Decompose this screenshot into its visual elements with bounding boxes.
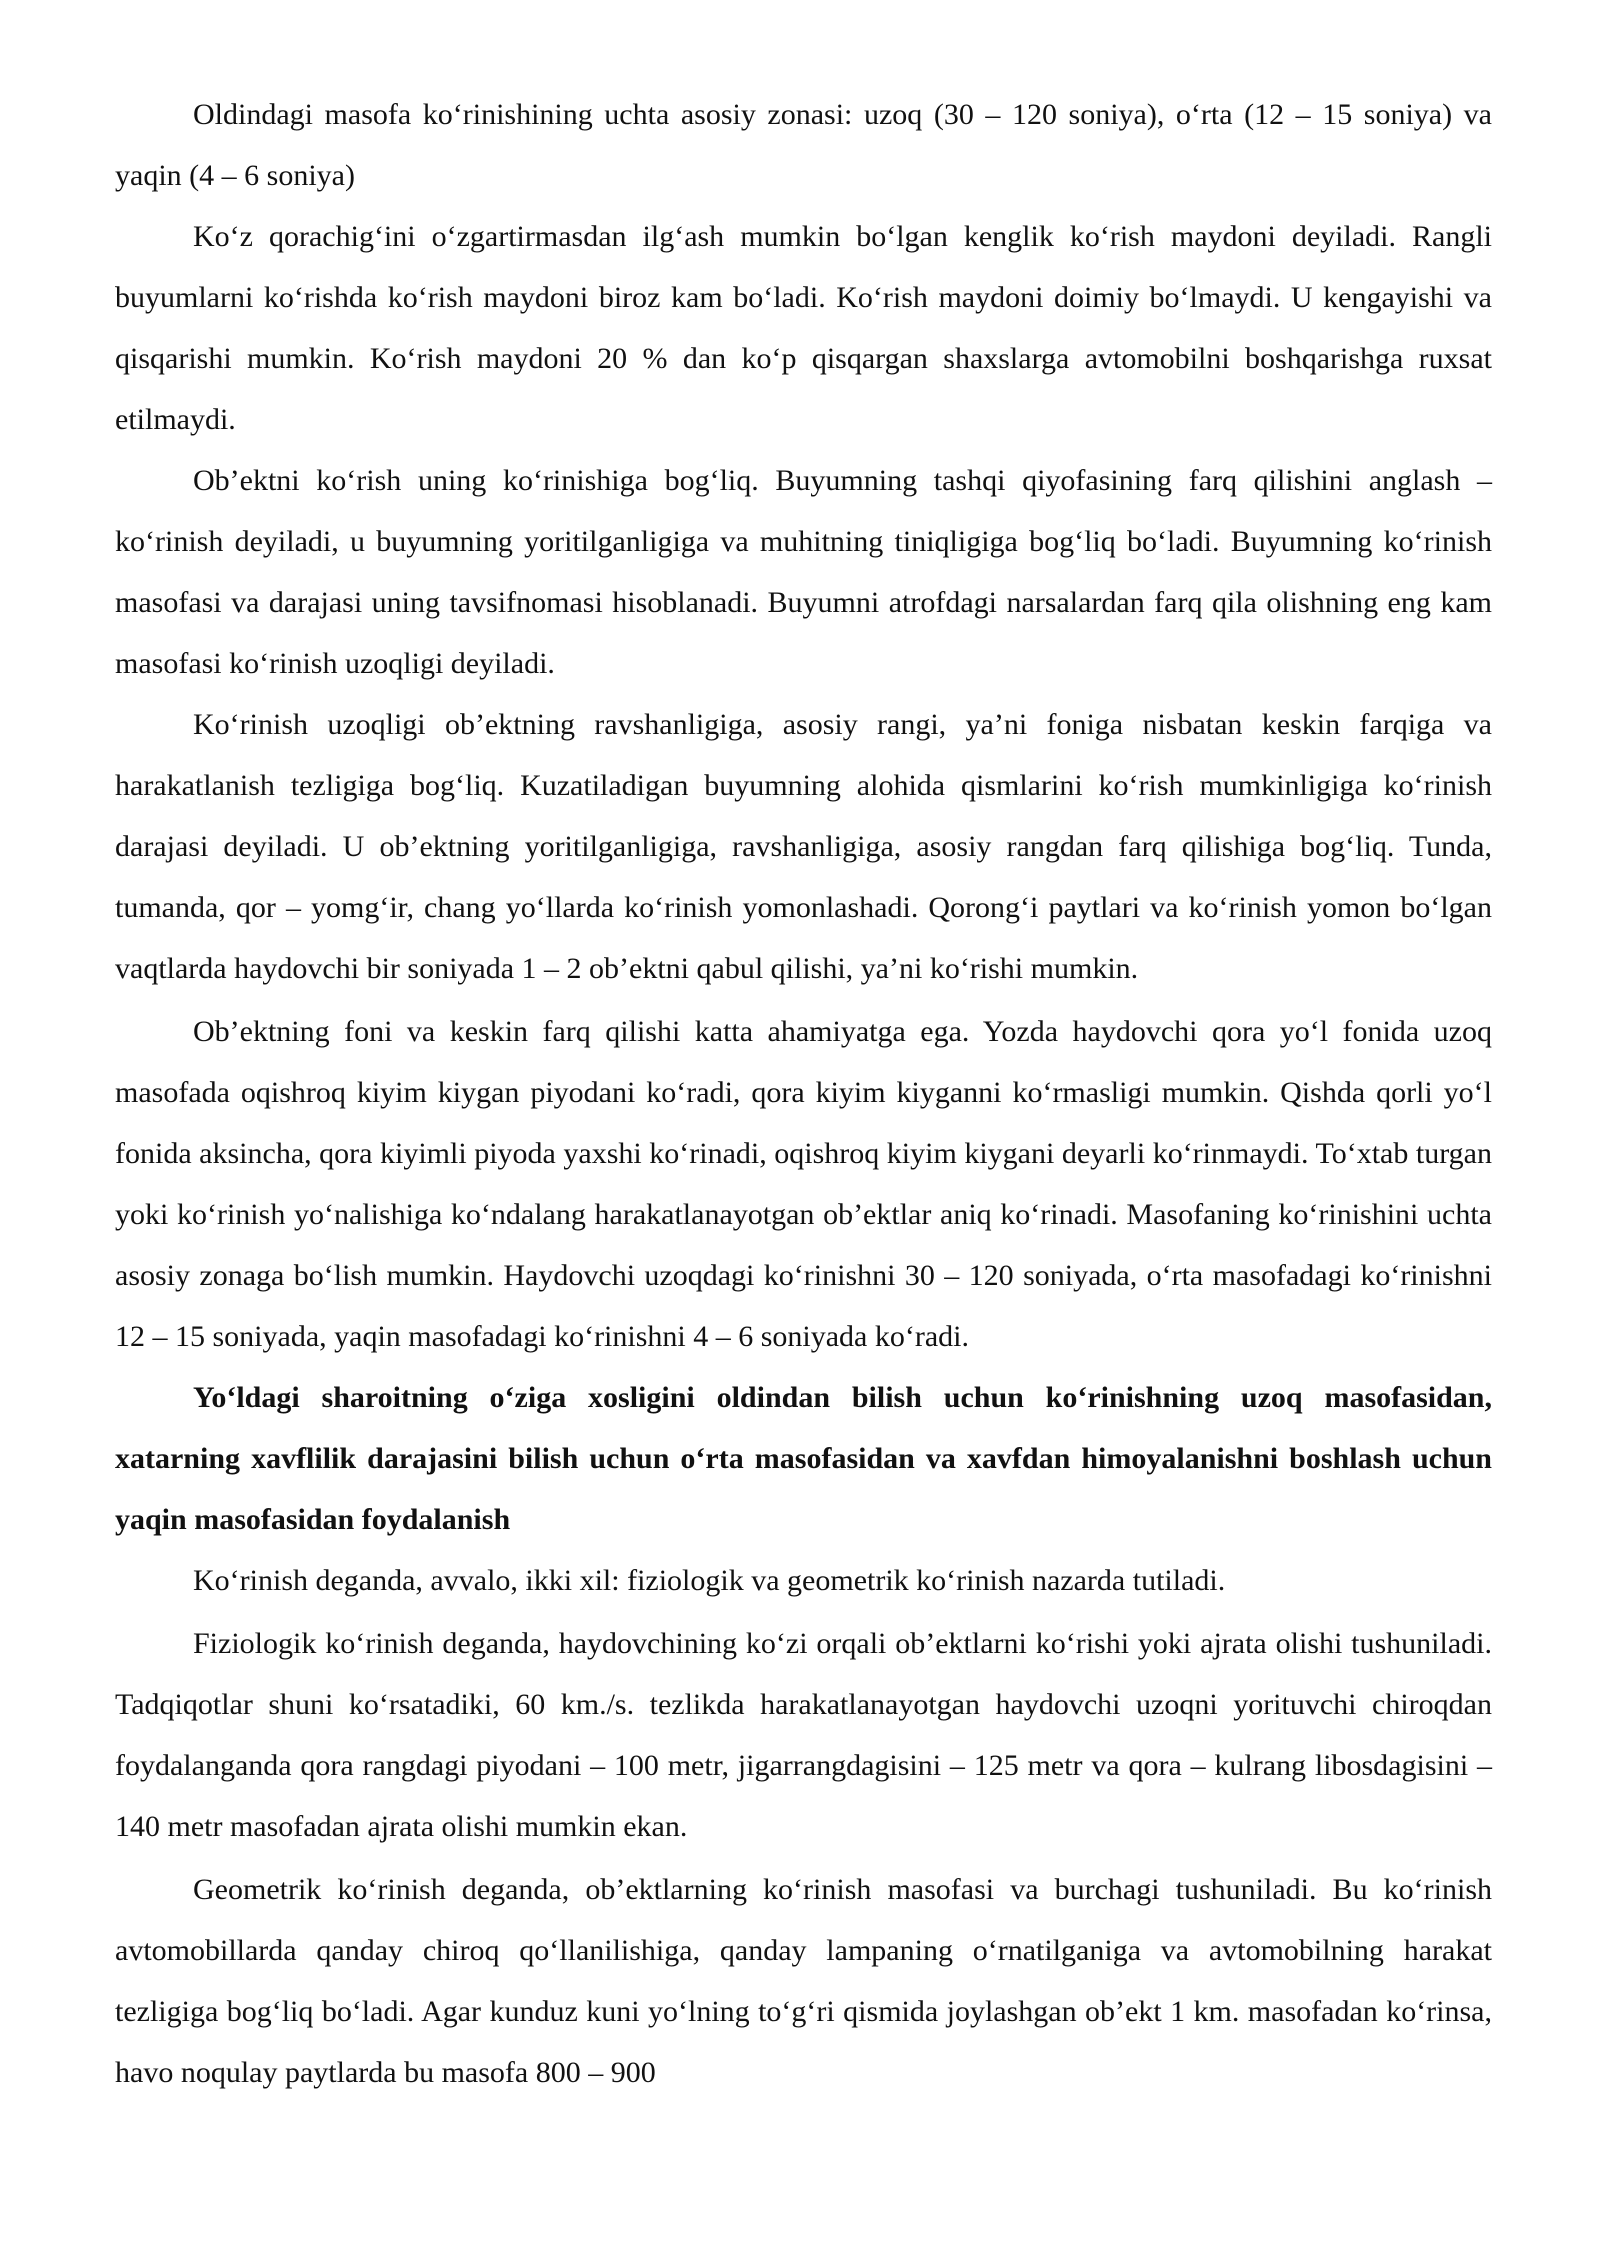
paragraph-physiological-visibility: Fiziologik ko‘rinish deganda, haydovchining ko‘zi orqali ob’ektlarni ko‘rishi yoki ajrata olishi tushuniladi. Tadqiqotlar shuni ko‘rsatadiki, 60 km./s. tezlikda harakatlanayotgan haydovchi uzoqni yorituvchi chiroqdan foydalanganda qora rangdagi piyodani – 100 metr, jigarrangdagisini – 125 metr va qora – kulrang libosdagisini – 140 metr masofadan ajrata olishi mumkin ekan. [115,1627,1492,1843]
paragraph-visibility-types: Ko‘rinish deganda, avvalo, ikki xil: fiziologik va geometrik ko‘rinish nazarda tutiladi. [193,1564,1226,1597]
paragraph-visibility-distance: Ko‘rinish uzoqligi ob’ektning ravshanligiga, asosiy rangi, ya’ni foniga nisbatan keskin farqiga va harakatlanish tezligiga bog‘liq. Kuzatiladigan buyumning alohida qismlarini ko‘rish mumkinligiga ko‘rinish darajasi deyiladi. U ob’ektning yoritilganligiga, ravshanligiga, asosiy rangdan farq qilishiga bog‘liq. Tunda, tumanda, qor – yomg‘ir, chang yo‘llarda ko‘rinish yomonlashadi. Qorong‘i paytlari va ko‘rinish yomon bo‘lgan vaqtlarda haydovchi bir soniyada 1 – 2 ob’ektni qabul qilishi, ya’ni ko‘rishi mumkin. [115,708,1492,985]
paragraph-geometric-visibility: Geometrik ko‘rinish deganda, ob’ektlarning ko‘rinish masofasi va burchagi tushuniladi. Bu ko‘rinish avtomobillarda qanday chiroq qo‘llanilishiga, qanday lampaning o‘rnatilganiga va avtomobilning harakat tezligiga bog‘liq bo‘ladi. Agar kunduz kuni yo‘lning to‘g‘ri qismida joylashgan ob’ekt 1 km. masofadan ko‘rinsa, havo noqulay paytlarda bu masofa 800 – 900 [115,1873,1492,2089]
paragraph-bold-statement: Yo‘ldagi sharoitning o‘ziga xosligini oldindan bilish uchun ko‘rinishning uzoq masofasidan, xatarning xavflilik darajasini bilish uchun o‘rta masofasidan va xavfdan himoyalanishni boshlash uchun yaqin masofasidan foydalanish [115,1381,1492,1536]
document-page [115,84,1492,2103]
paragraph-background-contrast: Ob’ektning foni va keskin farq qilishi katta ahamiyatga ega. Yozda haydovchi qora yo‘l fonida uzoq masofada oqishroq kiyim kiygan piyodani ko‘radi, qora kiyim kiyganni ko‘rmasligi mumkin. Qishda qorli yo‘l fonida aksincha, qora kiyimli piyoda yaxshi ko‘rinadi, oqishroq kiyim kiygani deyarli ko‘rinmaydi. To‘xtab turgan yoki ko‘rinish yo‘nalishiga ko‘ndalang harakatlanayotgan ob’ektlar aniq ko‘rinadi. Masofaning ko‘rinishini uchta asosiy zonaga bo‘lish mumkin. Haydovchi uzoqdagi ko‘rinishni 30 – 120 soniyada, o‘rta masofadagi ko‘rinishni 12 – 15 soniyada, yaqin masofadagi ko‘rinishni 4 – 6 soniyada ko‘radi. [115,1015,1492,1353]
paragraph-visibility-zones: Oldindagi masofa ko‘rinishining uchta asosiy zonasi: uzoq (30 – 120 soniya), o‘rta (12 – 15 soniya) va yaqin (4 – 6 soniya) [115,98,1492,192]
paragraph-field-of-view: Ko‘z qorachig‘ini o‘zgartirmasdan ilg‘ash mumkin bo‘lgan kenglik ko‘rish maydoni deyiladi. Rangli buyumlarni ko‘rishda ko‘rish maydoni biroz kam bo‘ladi. Ko‘rish maydoni doimiy bo‘lmaydi. U kengayishi va qisqarishi mumkin. Ko‘rish maydoni 20 % dan ko‘p qisqargan shaxslarga avtomobilni boshqarishga ruxsat etilmaydi. [115,220,1492,436]
paragraph-object-visibility: Ob’ektni ko‘rish uning ko‘rinishiga bog‘liq. Buyumning tashqi qiyofasining farq qilishini anglash – ko‘rinish deyiladi, u buyumning yoritilganligiga va muhitning tiniqligiga bog‘liq bo‘ladi. Buyumning ko‘rinish masofasi va darajasi uning tavsifnomasi hisoblanadi. Buyumni atrofdagi narsalardan farq qila olishning eng kam masofasi ko‘rinish uzoqligi deyiladi. [115,464,1492,680]
